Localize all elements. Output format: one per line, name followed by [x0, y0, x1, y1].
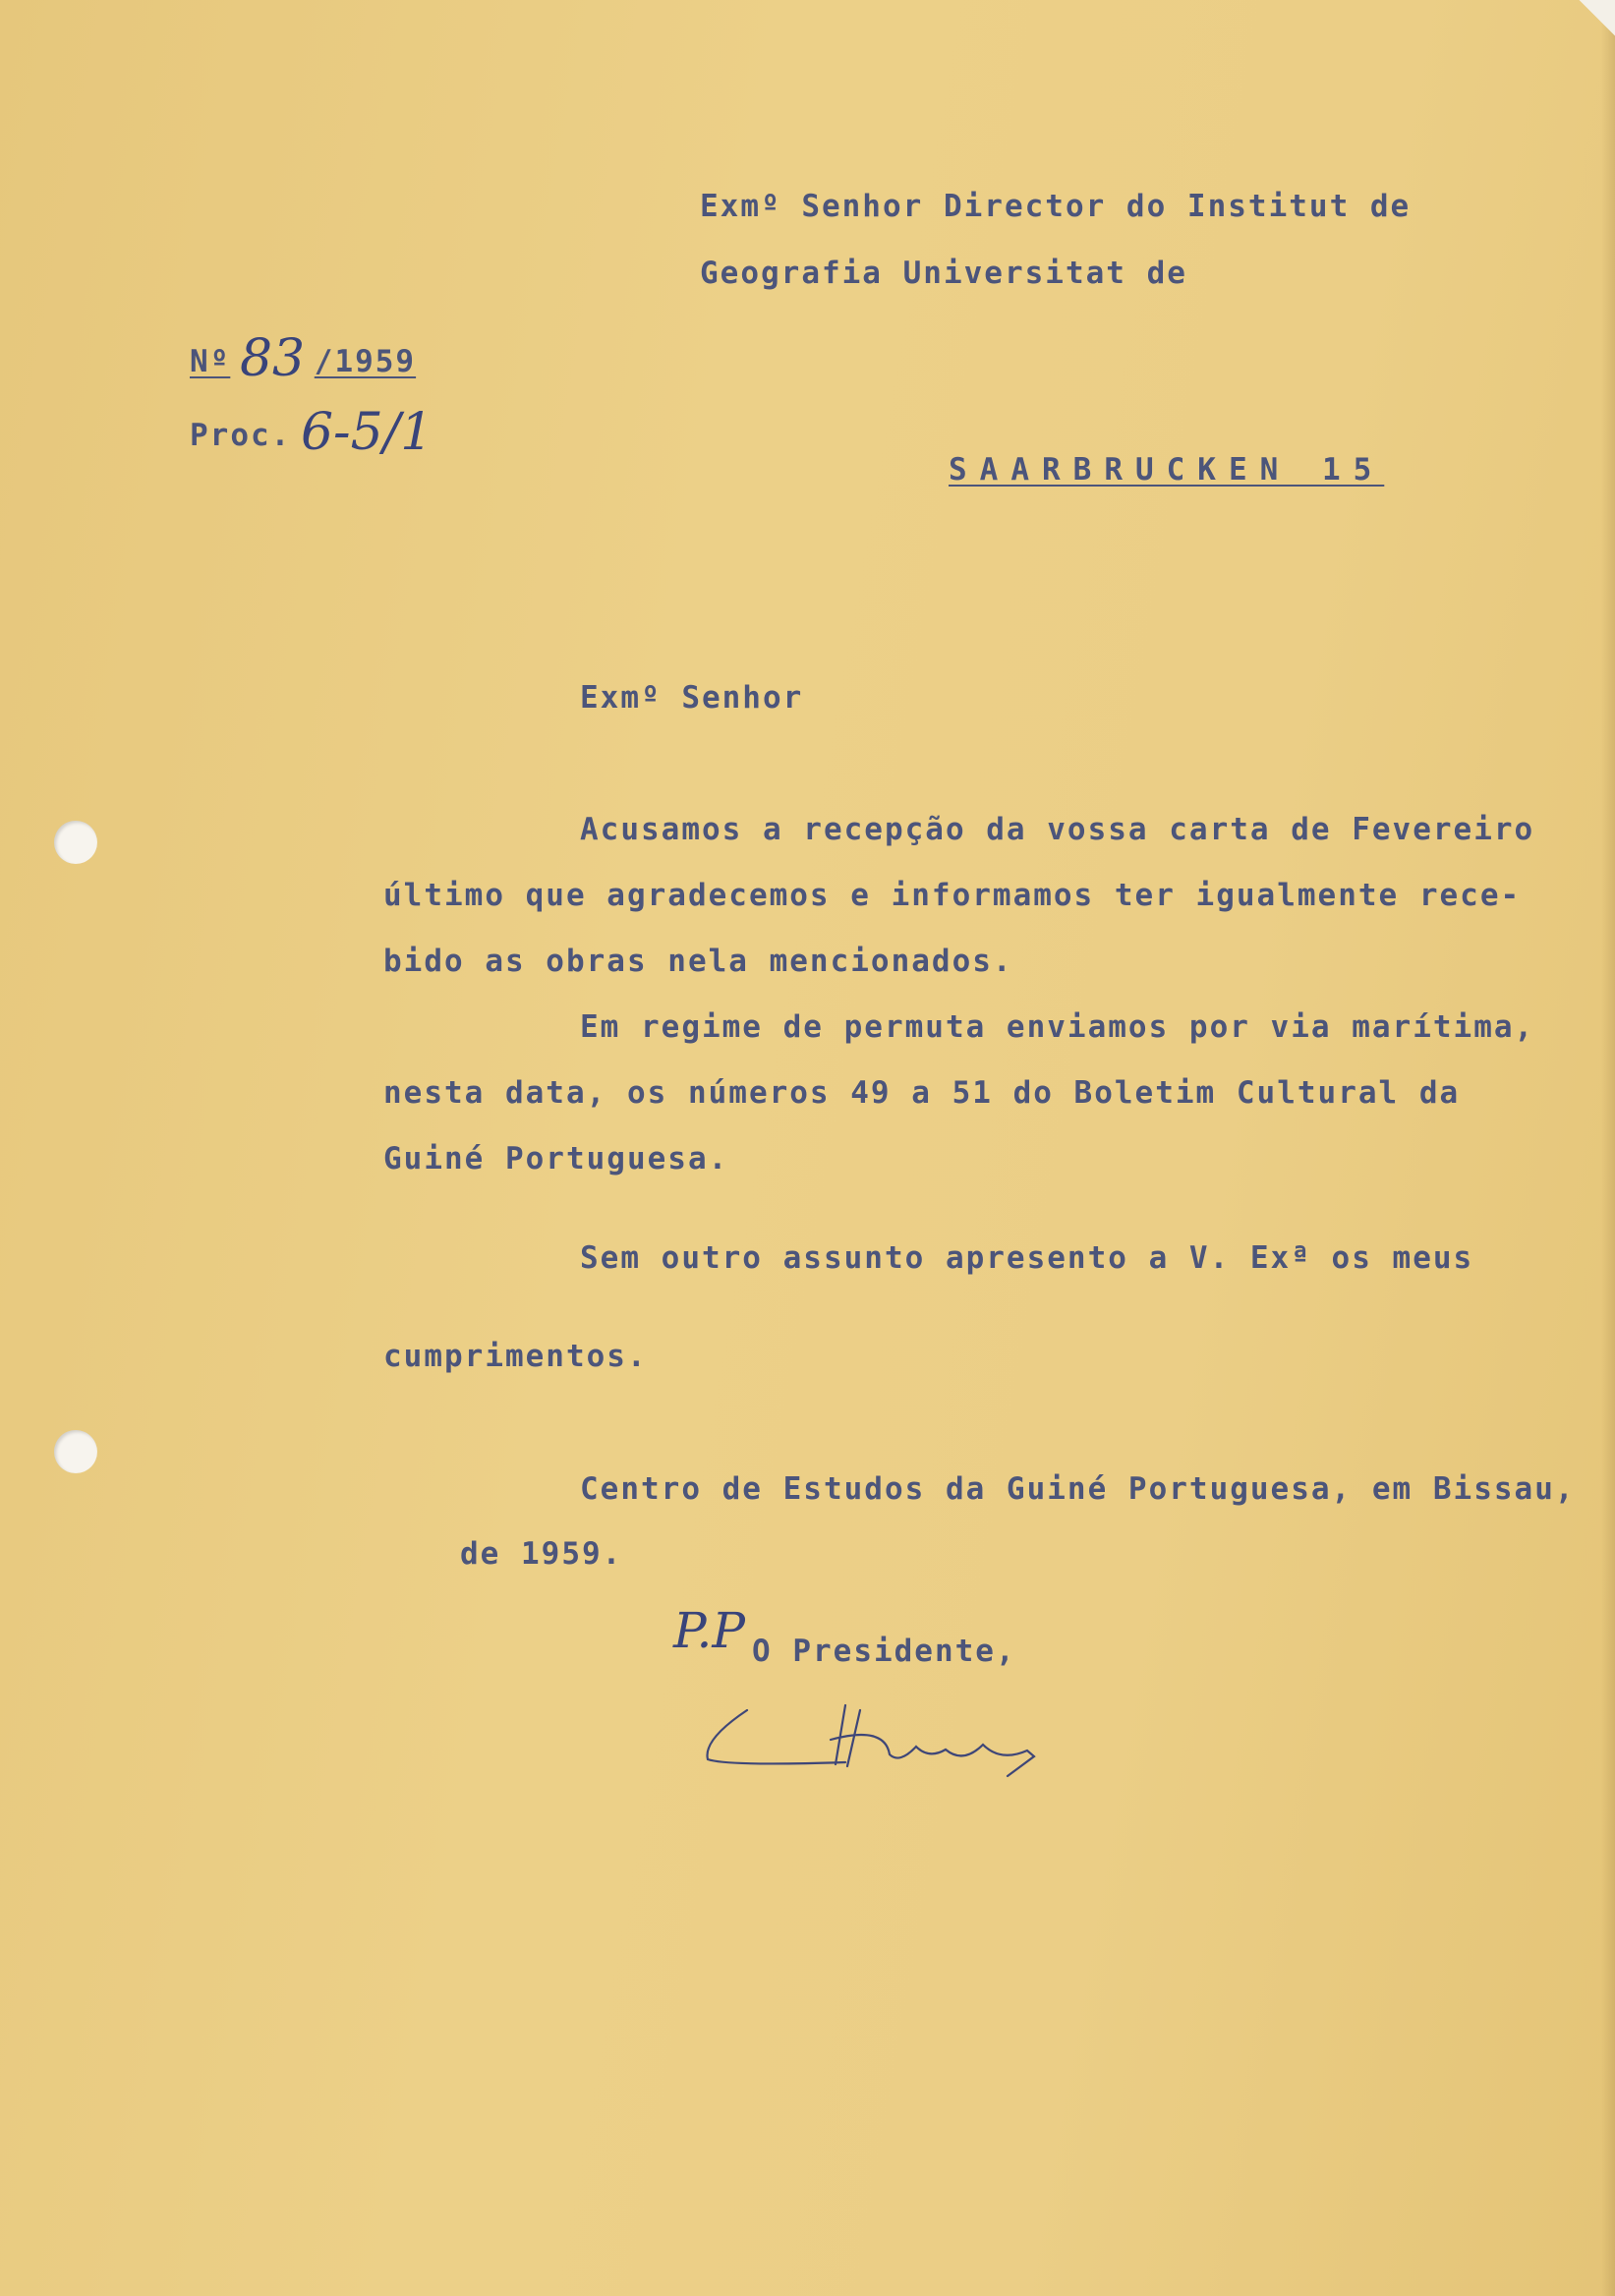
reference-proc-handwritten: 6-5/1 [300, 403, 433, 462]
punch-hole-bottom [54, 1430, 97, 1473]
address-city: SAARBRUCKEN 15 [949, 452, 1385, 488]
body-p2-line1: Em regime de permuta enviamos por via marítima, [580, 1009, 1535, 1045]
closing-place-line2: de 1959. [460, 1536, 623, 1572]
signature-text [747, 1759, 751, 1760]
pp-handwritten-mark: P.P [673, 1602, 746, 1659]
body-p2-line3: Guiné Portuguesa. [383, 1141, 729, 1177]
body-p1-line3: bido as obras nela mencionados. [383, 944, 1013, 979]
body-p3-line1: Sem outro assunto apresento a V. Exª os meus [580, 1240, 1474, 1276]
reference-number [190, 329, 416, 388]
body-p1-line2: último que agradecemos e informamos ter igualmente rece- [383, 878, 1522, 913]
signature-image [688, 1686, 1062, 1784]
signatory-title: O Presidente, [752, 1634, 1016, 1669]
reference-proc-label: Proc. [190, 418, 292, 453]
address-line-2: Geografia Universitat de [700, 256, 1187, 291]
salutation: Exmº Senhor [580, 680, 804, 716]
punch-hole-top [54, 821, 97, 864]
address-line-1: Exmº Senhor Director do Institut de [700, 189, 1412, 224]
reference-number-handwritten: 83 [239, 329, 306, 388]
corner-fold [1576, 0, 1615, 39]
reference-number-label: Nº [190, 344, 231, 379]
reference-proc [190, 403, 433, 462]
body-p3-line2: cumprimentos. [383, 1339, 648, 1374]
body-p1-line1: Acusamos a recepção da vossa carta de Fevereiro [580, 812, 1535, 847]
reference-number-year: /1959 [314, 344, 417, 379]
page-edge-shadow [1601, 0, 1615, 2296]
body-p2-line2: nesta data, os números 49 a 51 do Boletim Cultural da [383, 1075, 1461, 1111]
closing-place-line1: Centro de Estudos da Guiné Portuguesa, em Bissau, [580, 1471, 1576, 1507]
